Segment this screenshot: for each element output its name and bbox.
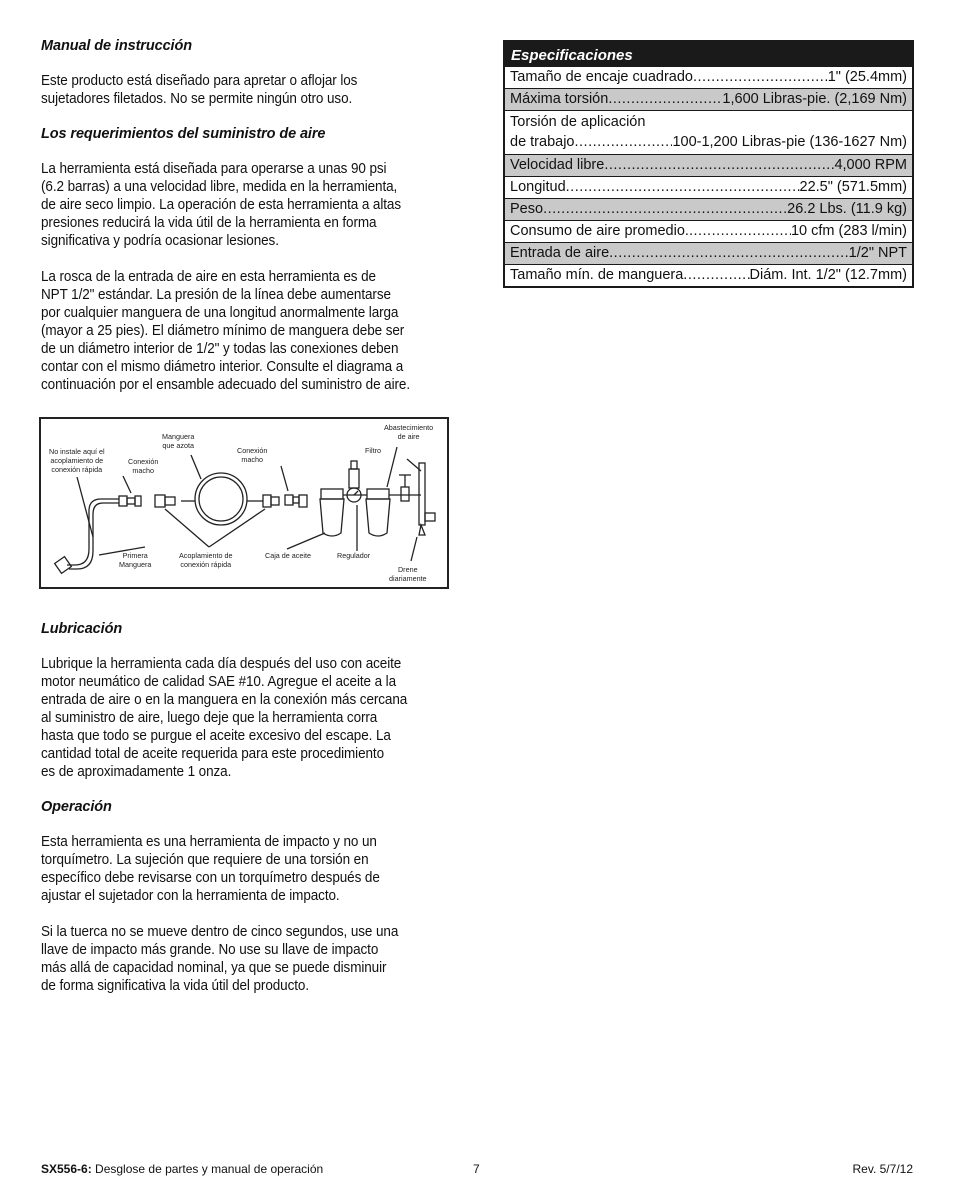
label-conexion-macho-1: Conexión macho — [128, 457, 159, 475]
spec-value: Diám. Int. 1/2" (12.7mm) — [749, 267, 907, 283]
label-caja-aceite: Caja de aceite — [265, 551, 311, 560]
label-regulador: Regulador — [337, 551, 371, 560]
left-column-top — [41, 36, 455, 394]
spec-value: 22.5" (571.5mm) — [799, 179, 907, 195]
spec-leader-dots — [683, 265, 749, 286]
supply-pipe — [419, 463, 425, 525]
label-manguera-azota: Manguera que azota — [162, 432, 195, 450]
spec-value: 4,000 RPM — [834, 157, 907, 173]
spec-row-content — [510, 67, 907, 88]
spec-value: 1,600 Libras-pie. (2,169 Nm) — [722, 91, 907, 107]
spec-row-content — [510, 265, 907, 286]
spec-row-content — [510, 132, 907, 153]
spec-label: Consumo de aire promedio. — [510, 223, 689, 239]
spec-value: 100-1,200 Libras-pie (136-1627 Nm) — [672, 134, 907, 150]
oil-cup — [320, 499, 344, 536]
spec-value: 10 cfm (283 l/min) — [790, 223, 907, 239]
spec-label: Peso — [510, 201, 544, 217]
label-no-instale: No instale aquí el acoplamiento de conexión rápida — [49, 447, 105, 474]
footer-model: SX556-6: — [41, 1162, 92, 1176]
spec-row — [505, 264, 912, 286]
page-footer — [41, 1160, 913, 1178]
label-acoplamiento: Acoplamiento de conexión rápida — [179, 551, 233, 569]
spec-label: Longitud — [510, 179, 566, 195]
spec-row — [505, 66, 912, 88]
spec-row — [505, 154, 912, 176]
footer-title — [41, 1160, 323, 1178]
section-title-lubrication: Lubricación — [41, 621, 123, 637]
spec-leader-dots — [608, 89, 722, 110]
spec-label: Velocidad libre — [510, 157, 605, 173]
spec-value: 26.2 Lbs. (11.9 kg) — [787, 201, 907, 217]
specifications-table — [503, 40, 914, 288]
paragraph-operation-1: Esta herramienta es una herramienta de impacto y no un torquímetro. La sujeción que requiere de una torsión en específico debe revisarse con un torquímetro después de ajustar el sujetador con la herramienta de impacto. — [41, 833, 380, 904]
footer-revision: Rev. 5/7/12 — [852, 1162, 913, 1176]
spec-value: 1" (25.4mm) — [827, 69, 907, 85]
footer-description: Desglose de partes y manual de operación — [91, 1162, 324, 1176]
paragraph-instruction: Este producto está diseñado para apretar o aflojar los sujetadores filetados. No se permite ningún otro uso. — [41, 72, 358, 107]
specifications-title: Especificaciones — [505, 42, 912, 66]
whip-hose-coil — [195, 473, 247, 525]
spec-leader-dots — [689, 221, 791, 242]
label-filtro: Filtro — [365, 446, 381, 455]
specifications-rows — [505, 66, 912, 286]
paragraph-air-supply-1: La herramienta está diseñada para operarse a unas 90 psi (6.2 barras) a una velocidad libre, medida en la herramienta, de aire seco limpio. La operación de esta herramienta a altas presiones reducirá la vida útil de la herramienta en forma significativa y podría ocasionar lesiones. — [41, 160, 401, 249]
label-conexion-macho-2: Conexión macho — [237, 446, 268, 464]
spec-row — [505, 88, 912, 110]
spec-leader-dots — [575, 132, 673, 153]
section-title-operation: Operación — [41, 799, 112, 815]
label-abastecimiento: Abastecimiento de aire — [384, 423, 434, 441]
spec-row-content — [510, 199, 907, 220]
filter-bowl — [366, 499, 390, 536]
air-supply-diagram-drawing — [41, 419, 447, 587]
spec-leader-dots — [543, 199, 787, 220]
spec-value: 1/2" NPT — [848, 245, 907, 261]
spec-label: Tamaño de encaje cuadrado — [510, 69, 693, 85]
left-column-bottom — [41, 619, 455, 995]
spec-leader-dots — [609, 243, 849, 264]
spec-row — [505, 242, 912, 264]
spec-leader-dots — [693, 67, 828, 88]
spec-row — [505, 198, 912, 220]
spec-row-content — [510, 177, 907, 198]
spec-label: de trabajo — [510, 134, 575, 150]
spec-label: Tamaño mín. de manguera — [510, 267, 684, 283]
spec-row-content — [510, 221, 907, 242]
spec-row — [505, 220, 912, 242]
page-number: 7 — [473, 1162, 480, 1176]
paragraph-operation-2: Si la tuerca no se mueve dentro de cinco segundos, use una llave de impacto más grande. No use su llave de impacto más allá de capacidad nominal, ya que se puede disminuir de forma significativa la vida útil del producto. — [41, 923, 399, 994]
spec-label: Entrada de aire — [510, 245, 610, 261]
section-title-instruction: Manual de instrucción — [41, 38, 192, 54]
spec-row — [505, 110, 912, 154]
paragraph-air-supply-2: La rosca de la entrada de aire en esta herramienta es de NPT 1/2" estándar. La presión de la línea debe aumentarse por cualquier manguera de una longitud anormalmente larga (mayor a 25 pies). El diámetro mínimo de manguera debe ser de un diámetro interior de 1/2" y todas las conexiones deben contar con el mismo diámetro interior. Consulte el diagrama a continuación por el ensamble adecuado del suministro de aire. — [41, 268, 410, 393]
spec-row-content — [510, 243, 907, 264]
spec-row — [505, 176, 912, 198]
air-supply-diagram — [39, 417, 449, 589]
spec-row-content — [510, 89, 907, 110]
spec-label: Máxima torsión — [510, 91, 609, 107]
spec-label-line1: Torsión de aplicación — [510, 114, 646, 130]
spec-leader-dots — [566, 177, 800, 198]
spec-row-content — [510, 155, 907, 176]
paragraph-lubrication: Lubrique la herramienta cada día después del uso con aceite motor neumático de calidad SAE #10. Agregue el aceite a la entrada de aire o en la manguera en la conexión más cercana al suministro de aire, luego deje que la herramienta corra hasta que todo se purgue el aceite excesivo del escape. La cantidad total de aceite requerida para este procedimiento es de aproximadamente 1 onza. — [41, 655, 408, 780]
spec-leader-dots — [604, 155, 834, 176]
label-primera-manguera: Primera Manguera — [119, 551, 152, 569]
label-drene: Drene diariamente — [389, 565, 427, 583]
section-title-air-supply: Los requerimientos del suministro de aire — [41, 126, 326, 142]
